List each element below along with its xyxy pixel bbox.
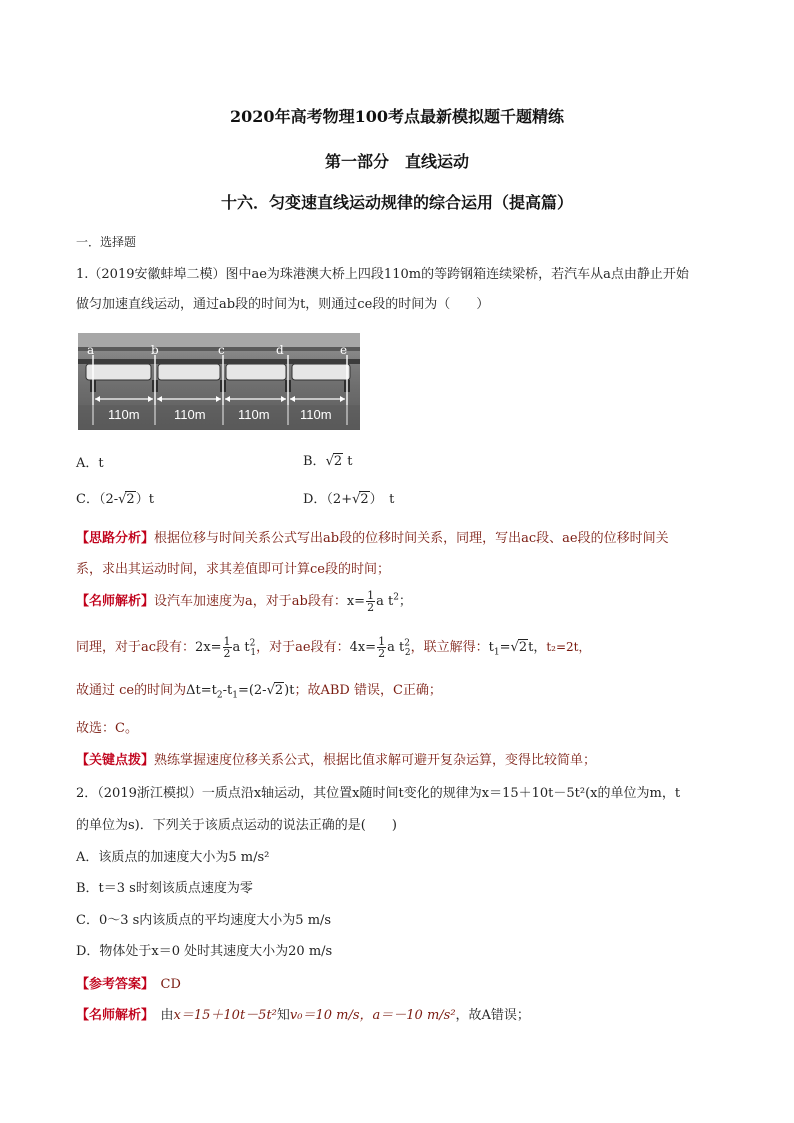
dt-subscript-2: 2 [216,690,223,701]
q1-solution-line2 [76,636,591,659]
q2-option-b: B．t＝3 s时刻该质点速度为零 [76,881,253,896]
dt-close: )t [284,683,295,698]
bridge-segment-2: 110m [174,407,206,422]
dt-equals: =(2- [237,683,267,698]
q2-solution-a: a＝－10 m/s² [372,1008,456,1023]
eq3-suffix: a t [387,640,405,655]
eq3-subscript: 2 [404,647,411,658]
solution-text-1: 设汽车加速度为a，对于ab段有： [154,594,347,609]
bridge-point-e: e [340,343,348,357]
part-title: 第一部分 直线运动 [324,152,469,171]
fraction-numerator: 1 [378,635,386,648]
solution-text-4: ，联立解得： [410,640,489,655]
dt-radicand: 2 [274,683,284,698]
solution-text-5: 故通过 ce的时间为 [76,683,187,698]
q1-analysis-line2: 系，求出其运动时间，求其差值即可计算ce段的时间； [76,562,390,577]
solution-label: 【名师解析】 [76,1008,148,1023]
t1-subscript: 1 [493,647,500,658]
dt-equation: Δt=t [186,683,217,698]
q1-option-b [303,450,353,469]
q1-option-b-prefix: B． [303,454,326,469]
eq1-semicolon: ； [398,594,412,609]
fraction-half [223,636,232,659]
answer-label: 【参考答案】 [76,977,148,992]
eq3-exponent: 2 [404,638,410,649]
q2-solution-suffix: ，故A错误； [455,1008,530,1023]
fraction-numerator: 1 [223,635,231,648]
dt-minus: -t [222,683,233,698]
q2-solution-v0: v₀＝10 m/s， [289,1008,373,1023]
sqrt-symbol: √ [266,683,275,698]
analysis-label: 【思路分析】 [76,531,155,546]
fraction-denominator: 2 [367,601,375,614]
section-title: 十六．匀变速直线运动规律的综合运用（提高篇） [220,193,573,212]
bridge-point-a: a [87,343,95,357]
fraction-denominator: 2 [223,647,231,660]
doc-title: 2020年高考物理100考点最新模拟题千题精练 [230,107,564,126]
bridge-photo [78,333,360,430]
eq2-subscript: 1 [250,647,257,658]
q1-analysis-line1 [76,527,669,546]
q2-option-d: D．物体处于x＝0 处时其速度大小为20 m/s [76,944,333,959]
q2-text-line2: 的单位为s)．下列关于该质点运动的说法正确的是( ) [76,818,397,833]
eq2-exponent: 2 [249,638,256,649]
analysis-text-1: 根据位移与时间关系公式写出ab段的位移时间关系，同理，写出ac段、ae段的位移时间关 [154,531,669,546]
q2-answer [76,973,181,992]
q2-solution-mid: 知 [276,1008,290,1023]
sqrt-symbol: √ [510,640,519,655]
t2-result: t₂=2t， [546,640,591,654]
bridge-point-c: c [218,343,225,357]
solution-text-3: ，对于ae段有： [256,640,350,655]
q1-solution-line3 [76,679,442,701]
q1-option-b-suffix: t [343,454,353,469]
q1-option-c-suffix: ）t [135,492,154,507]
fraction-half [366,590,375,613]
q1-text-line1: 1.（2019安徽蚌埠二模）图中ae为珠港澳大桥上四段110m的等跨钢箱连续梁桥，若汽车从a点由静止开始 [76,267,689,282]
eq1-exponent: 2 [393,592,399,603]
eq2-suffix: a t [232,640,250,655]
q2-option-a: A．该质点的加速度大小为5 m/s² [76,850,270,865]
q1-option-d [303,488,394,507]
solution-label: 【名师解析】 [76,594,155,609]
q2-solution [76,1004,530,1023]
q2-solution-equation: x＝15＋10t－5t² [173,1008,277,1023]
dt-subscript-1: 1 [232,690,238,701]
eq1-prefix: x= [346,594,366,609]
q1-option-d-prefix: D．（2+ [303,492,353,507]
q2-option-c: C．0～3 s内该质点的平均速度大小为5 m/s [76,913,332,928]
fraction-denominator: 2 [378,647,386,660]
key-point-label: 【关键点拨】 [76,753,155,768]
bridge-segment-4: 110m [300,407,332,422]
q2-solution-prefix: 由 [147,1008,174,1023]
fraction-half [377,636,386,659]
section-heading: 一．选择题 [76,235,137,249]
q2-text-line1: 2．（2019浙江模拟）一质点沿x轴运动，其位置x随时间t变化的规律为x＝15＋10t－5t²(x的单位为m，t [76,786,681,801]
key-point-text: 熟练掌握速度位移关系公式，根据比值求解可避开复杂运算，变得比较简单； [154,753,597,768]
q1-key-point [76,749,596,768]
bridge-point-b: b [151,343,159,357]
solution-text-2: 同理，对于ac段有： [76,640,196,655]
q1-option-a: A．t [76,456,104,471]
t1-suffix: t， [528,640,547,655]
solution-text-6: ；故ABD 错误，C正确； [294,683,442,698]
eq3-prefix: 4x= [349,640,377,655]
q1-option-c [76,488,154,507]
q1-text-line2: 做匀加速直线运动，通过ab段的时间为t，则通过ce段的时间为（ ） [76,297,490,312]
t1-radicand: 2 [518,640,528,655]
q1-option-c-prefix: C．（2- [76,492,119,507]
t1-symbol: t [488,640,494,655]
bridge-segment-3: 110m [238,407,270,422]
bridge-segment-1: 110m [108,407,140,422]
q1-solution-line1 [76,590,412,613]
sqrt-symbol: √ [118,492,127,507]
q1-option-c-radicand: 2 [126,492,135,507]
bridge-point-d: d [276,343,284,357]
sqrt-symbol: √ [325,454,334,469]
eq2-prefix: 2x= [195,640,222,655]
eq1-suffix: a t [376,594,394,609]
t1-equals: = [499,640,511,655]
q1-choice: 故选：C。 [76,721,138,736]
answer-text: CD [147,977,181,992]
q1-option-d-suffix: ） t [369,492,395,507]
q1-option-b-radicand: 2 [333,454,343,469]
fraction-numerator: 1 [367,589,375,602]
sqrt-symbol: √ [352,492,361,507]
q1-option-d-radicand: 2 [360,492,369,507]
